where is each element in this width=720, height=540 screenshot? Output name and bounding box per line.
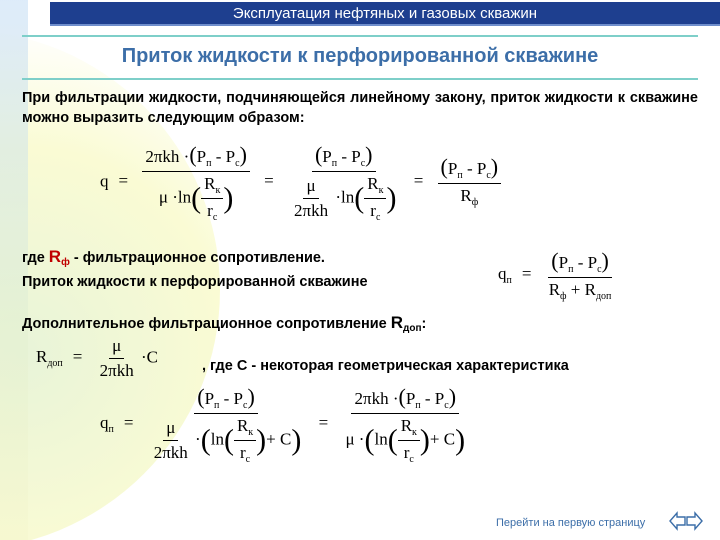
r-phi-suffix: - фильтрационное сопротивление. [69,250,325,266]
r-dop-symbol: $R_{доп}$ [390,313,422,334]
header-title: Эксплуатация нефтяных и газовых скважин [232,4,538,22]
arrow-left-icon[interactable] [668,510,686,532]
page-title: Приток жидкости к перфорированной скважине [121,45,599,67]
header-bar [50,2,720,26]
background-band [0,0,28,540]
c-characteristic-text: , где C - некоторая геометрическая характеристика [202,358,569,374]
divider-bottom [22,78,698,80]
divider-top [22,35,698,37]
r-phi-symbol: $R_ф$ [48,247,70,268]
perforated-label: Приток жидкости к перфорированной скважине [22,274,368,290]
additional-resistance-text: Дополнительное фильтрационное сопротивление $R_{доп}$: [22,313,427,334]
formula-r-dop: $R_{доп}$ = $\frac{\mu}{\text{2πkh}}$ ·C [36,336,158,380]
navigation-arrows [668,510,704,532]
intro-paragraph: При фильтрации жидкости, подчиняющейся линейному закону, приток жидкости к скважине можно выразить следующим образом: [22,90,698,126]
formula-perforated-with-c: $q_п$ = $(P_п - P_с)$ $\frac{\mu}{\text{2πkh}}$ ·(ln( $\frac{R_к}{r_с}$ )+ C) = $2\pi kh \cdot(P_п - P_с)$ μ ·(ln( $\frac{R_к}{r_с}$ )+ C) [100,384,466,465]
r-phi-definition [22,247,325,268]
arrow-right-icon[interactable] [686,510,704,532]
formula-flow-rate: q = $2\pi kh \cdot(P_п - P_с)$ μ ·ln( $\frac{R_к}{r_с}$ ) = $(P_п - P_с)$ $\frac{\mu}{\text{2πkh}}$ ·ln( $\frac{R_к}{r_с}$ ) = $\frac{(P_п - P_с)}{R_ф}$ [100,142,501,223]
r-phi-prefix: где [22,250,49,266]
first-page-link[interactable]: Перейти на первую страницу [496,517,646,529]
formula-perforated-flow: $q_п$ = $\frac{(P_п - P_с)}{R_ф + R_{доп}}$ [498,248,612,302]
